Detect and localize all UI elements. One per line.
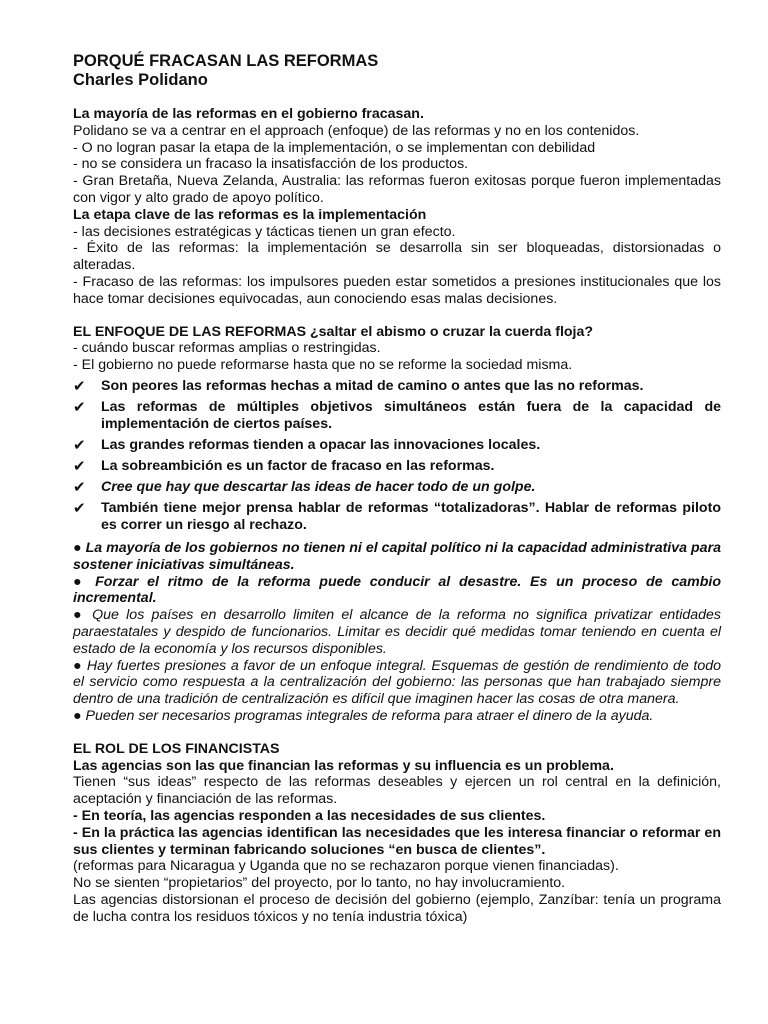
document-author: Charles Polidano <box>73 71 208 89</box>
document-page <box>73 52 721 925</box>
section-approach <box>73 324 721 725</box>
checkmark-icon: ✔ <box>73 457 86 475</box>
checkmark-icon: ✔ <box>73 499 86 517</box>
checkmark-icon: ✔ <box>73 436 86 454</box>
paragraph-bold-line: - En la práctica las agencias identifican las necesidades que les interesa financiar o reformar en sus clientes y terminan fabricando soluciones “en busca de clientes”. <box>73 824 721 858</box>
checklist-text: La sobreambición es un factor de fracaso en las reformas. <box>101 457 495 474</box>
document-title: PORQUÉ FRACASAN LAS REFORMAS <box>73 52 379 70</box>
section-lead: Las agencias son las que financian las reformas y su influencia es un problema. <box>73 757 614 774</box>
bullet-item: ● Hay fuertes presiones a favor de un enfoque integral. Esquemas de gestión de rendimiento de todo el servicio como respuesta a la centralización del gobierno: las personas que han trabajado siempre dentro de una tradición de centralización es difícil que imaginen hacer las cosas de otra manera. <box>73 657 721 708</box>
checklist-item <box>73 458 721 475</box>
checklist-item <box>73 378 721 395</box>
checklist <box>73 378 721 534</box>
paragraph-line: Tienen “sus ideas” respecto de las reformas deseables y ejercen un rol central en la definición, aceptación y financiación de las reformas. <box>73 774 721 808</box>
section-financiers <box>73 741 721 926</box>
checklist-item <box>73 479 721 496</box>
paragraph-line: - El gobierno no puede reformarse hasta que no se reforme la sociedad misma. <box>73 357 573 374</box>
paragraph-bold-line: - En teoría, las agencias responden a las necesidades de sus clientes. <box>73 807 546 824</box>
paragraph-line: Las agencias distorsionan el proceso de decisión del gobierno (ejemplo, Zanzíbar: tenía un programa de lucha contra los residuos tóxicos y no tenía industria tóxica) <box>73 891 721 925</box>
checklist-text: Son peores las reformas hechas a mitad de camino o antes que las no reformas. <box>101 377 644 394</box>
section-failures <box>73 106 721 308</box>
paragraph-line: - cuándo buscar reformas amplias o restringidas. <box>73 340 381 357</box>
section-heading: La mayoría de las reformas en el gobierno fracasan. <box>73 106 424 122</box>
bullet-item: ● Forzar el ritmo de la reforma puede conducir al desastre. Es un proceso de cambio incremental. <box>73 573 721 607</box>
bullet-item: ● Pueden ser necesarios programas integrales de reforma para atraer el dinero de la ayuda. <box>73 707 654 724</box>
paragraph-line: - Éxito de las reformas: la implementación se desarrolla sin ser bloqueadas, distorsionadas o alteradas. <box>73 240 721 274</box>
section-heading: EL ENFOQUE DE LAS REFORMAS ¿saltar el abismo o cruzar la cuerda floja? <box>73 323 594 340</box>
checklist-text: Las grandes reformas tienden a opacar las innovaciones locales. <box>101 436 541 453</box>
paragraph-line: (reformas para Nicaragua y Uganda que no se rechazaron porque vienen financiadas). <box>73 858 619 875</box>
checklist-text: También tiene mejor prensa hablar de reformas “totalizadoras”. Hablar de reformas piloto es correr un riesgo al rechazo. <box>101 499 721 533</box>
section-heading: EL ROL DE LOS FINANCISTAS <box>73 740 280 757</box>
paragraph-line: - O no logran pasar la etapa de la implementación, o se implementan con debilidad <box>73 139 596 156</box>
checkmark-icon: ✔ <box>73 398 86 416</box>
checklist-item <box>73 500 721 534</box>
checkmark-icon: ✔ <box>73 478 86 496</box>
checklist-text: Cree que hay que descartar las ideas de hacer todo de un golpe. <box>101 478 536 495</box>
paragraph-line: - Gran Bretaña, Nueva Zelanda, Australia: las reformas fueron exitosas porque fueron implementadas con vigor y alto grado de apoyo político. <box>73 173 721 206</box>
bullet-item: ● Que los países en desarrollo limiten el alcance de la reforma no significa privatizar entidades paraestatales y despido de funcionarios. Limitar es decidir qué medidas tomar teniendo en cuenta el estado de la economía y los recursos disponibles. <box>73 607 721 657</box>
paragraph-line: - las decisiones estratégicas y tácticas tienen un gran efecto. <box>73 223 456 240</box>
paragraph-line: - no se considera un fracaso la insatisfacción de los productos. <box>73 156 469 173</box>
checkmark-icon: ✔ <box>73 377 86 395</box>
checklist-text: Las reformas de múltiples objetivos simultáneos están fuera de la capacidad de implementación de ciertos países. <box>101 398 721 432</box>
paragraph-line: Polidano se va a centrar en el approach (enfoque) de las reformas y no en los contenidos. <box>73 122 640 139</box>
checklist-item <box>73 437 721 454</box>
paragraph-line: - Fracaso de las reformas: los impulsores pueden estar sometidos a presiones institucionales que los hace tomar decisiones equivocadas, aun conociendo esas malas decisiones. <box>73 273 721 307</box>
section-subheading: La etapa clave de las reformas es la implementación <box>73 206 427 223</box>
checklist-item <box>73 399 721 433</box>
bullet-item: ● La mayoría de los gobiernos no tienen ni el capital político ni la capacidad administrativa para sostener iniciativas simultáneas. <box>73 539 721 573</box>
bullet-list <box>73 540 721 725</box>
paragraph-line: No se sienten “propietarios” del proyecto, por lo tanto, no hay involucramiento. <box>73 875 566 892</box>
